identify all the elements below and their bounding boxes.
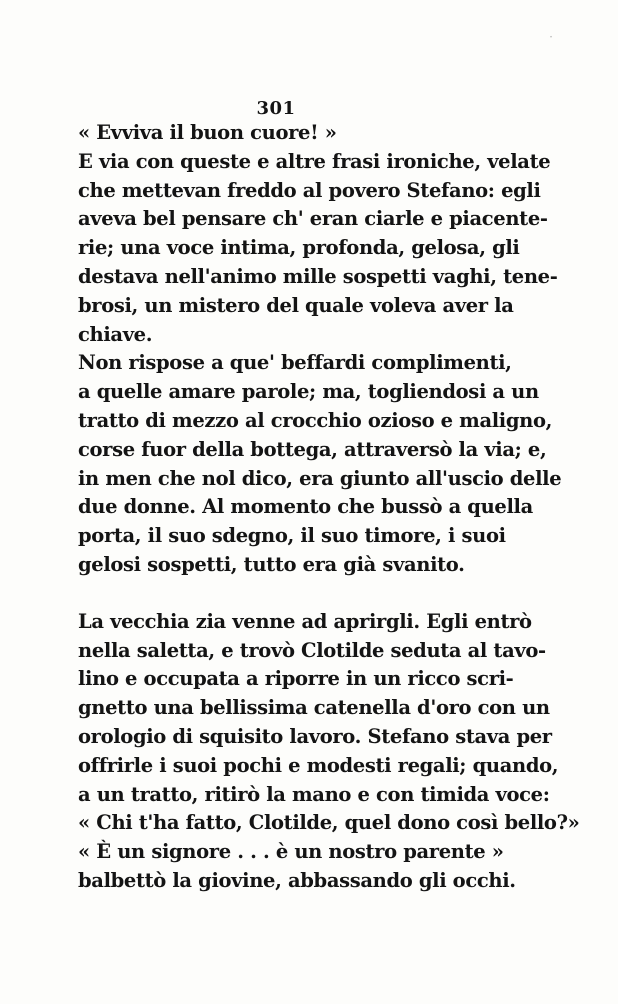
text-line: che mettevan freddo al povero Stefano: egli: [78, 178, 541, 202]
text-line: nella saletta, e trovò Clotilde seduta al tavo-: [78, 638, 546, 662]
text-line: « È un signore . . . è un nostro parente »: [78, 840, 504, 864]
text-line: La vecchia zia venne ad aprirgli. Egli entrò: [78, 609, 532, 633]
text-line: « Chi t'ha fatto, Clotilde, quel dono così bello?»: [78, 811, 580, 835]
text-line: a quelle amare parole; ma, togliendosi a un: [78, 380, 539, 404]
text-line: gelosi sospetti, tutto era già svanito.: [78, 552, 465, 576]
paper-speck-icon: ·: [549, 30, 553, 44]
text-line: orologio di squisito lavoro. Stefano stava per: [78, 724, 552, 748]
paragraph-gap: [78, 580, 480, 608]
text-line: gnetto una bellissima catenella d'oro con un: [78, 696, 550, 720]
body-text: [78, 119, 580, 896]
text-line: in men che nol dico, era giunto all'uscio delle: [78, 466, 562, 490]
text-line: brosi, un mistero del quale voleva aver la: [78, 293, 514, 317]
text-line: destava nell'animo mille sospetti vaghi, tene-: [78, 264, 558, 288]
text-line: balbettò la giovine, abbassando gli occhi.: [78, 868, 516, 892]
page-number: 301: [256, 98, 296, 119]
text-line: rie; una voce intima, profonda, gelosa, gli: [78, 236, 520, 260]
text-line: Non rispose a que' beffardi complimenti,: [78, 351, 512, 375]
text-line: « Evviva il buon cuore! »: [78, 121, 337, 144]
text-line: chiave.: [78, 322, 153, 346]
text-line: porta, il suo sdegno, il suo timore, i suoi: [78, 524, 506, 548]
text-line: due donne. Al momento che bussò a quella: [78, 495, 533, 519]
text-line: offrirle i suoi pochi e modesti regali; quando,: [78, 753, 559, 777]
text-line: corse fuor della bottega, attraversò la via; e,: [78, 437, 547, 461]
text-line: a un tratto, ritirò la mano e con timida voce:: [78, 782, 550, 806]
text-line: aveva bel pensare ch' eran ciarle e piacente-: [78, 207, 548, 231]
text-line: lino e occupata a riporre in un ricco scri-: [78, 667, 514, 691]
text-line: E via con queste e altre frasi ironiche, velate: [78, 149, 551, 173]
text-line: tratto di mezzo al crocchio ozioso e maligno,: [78, 408, 553, 432]
